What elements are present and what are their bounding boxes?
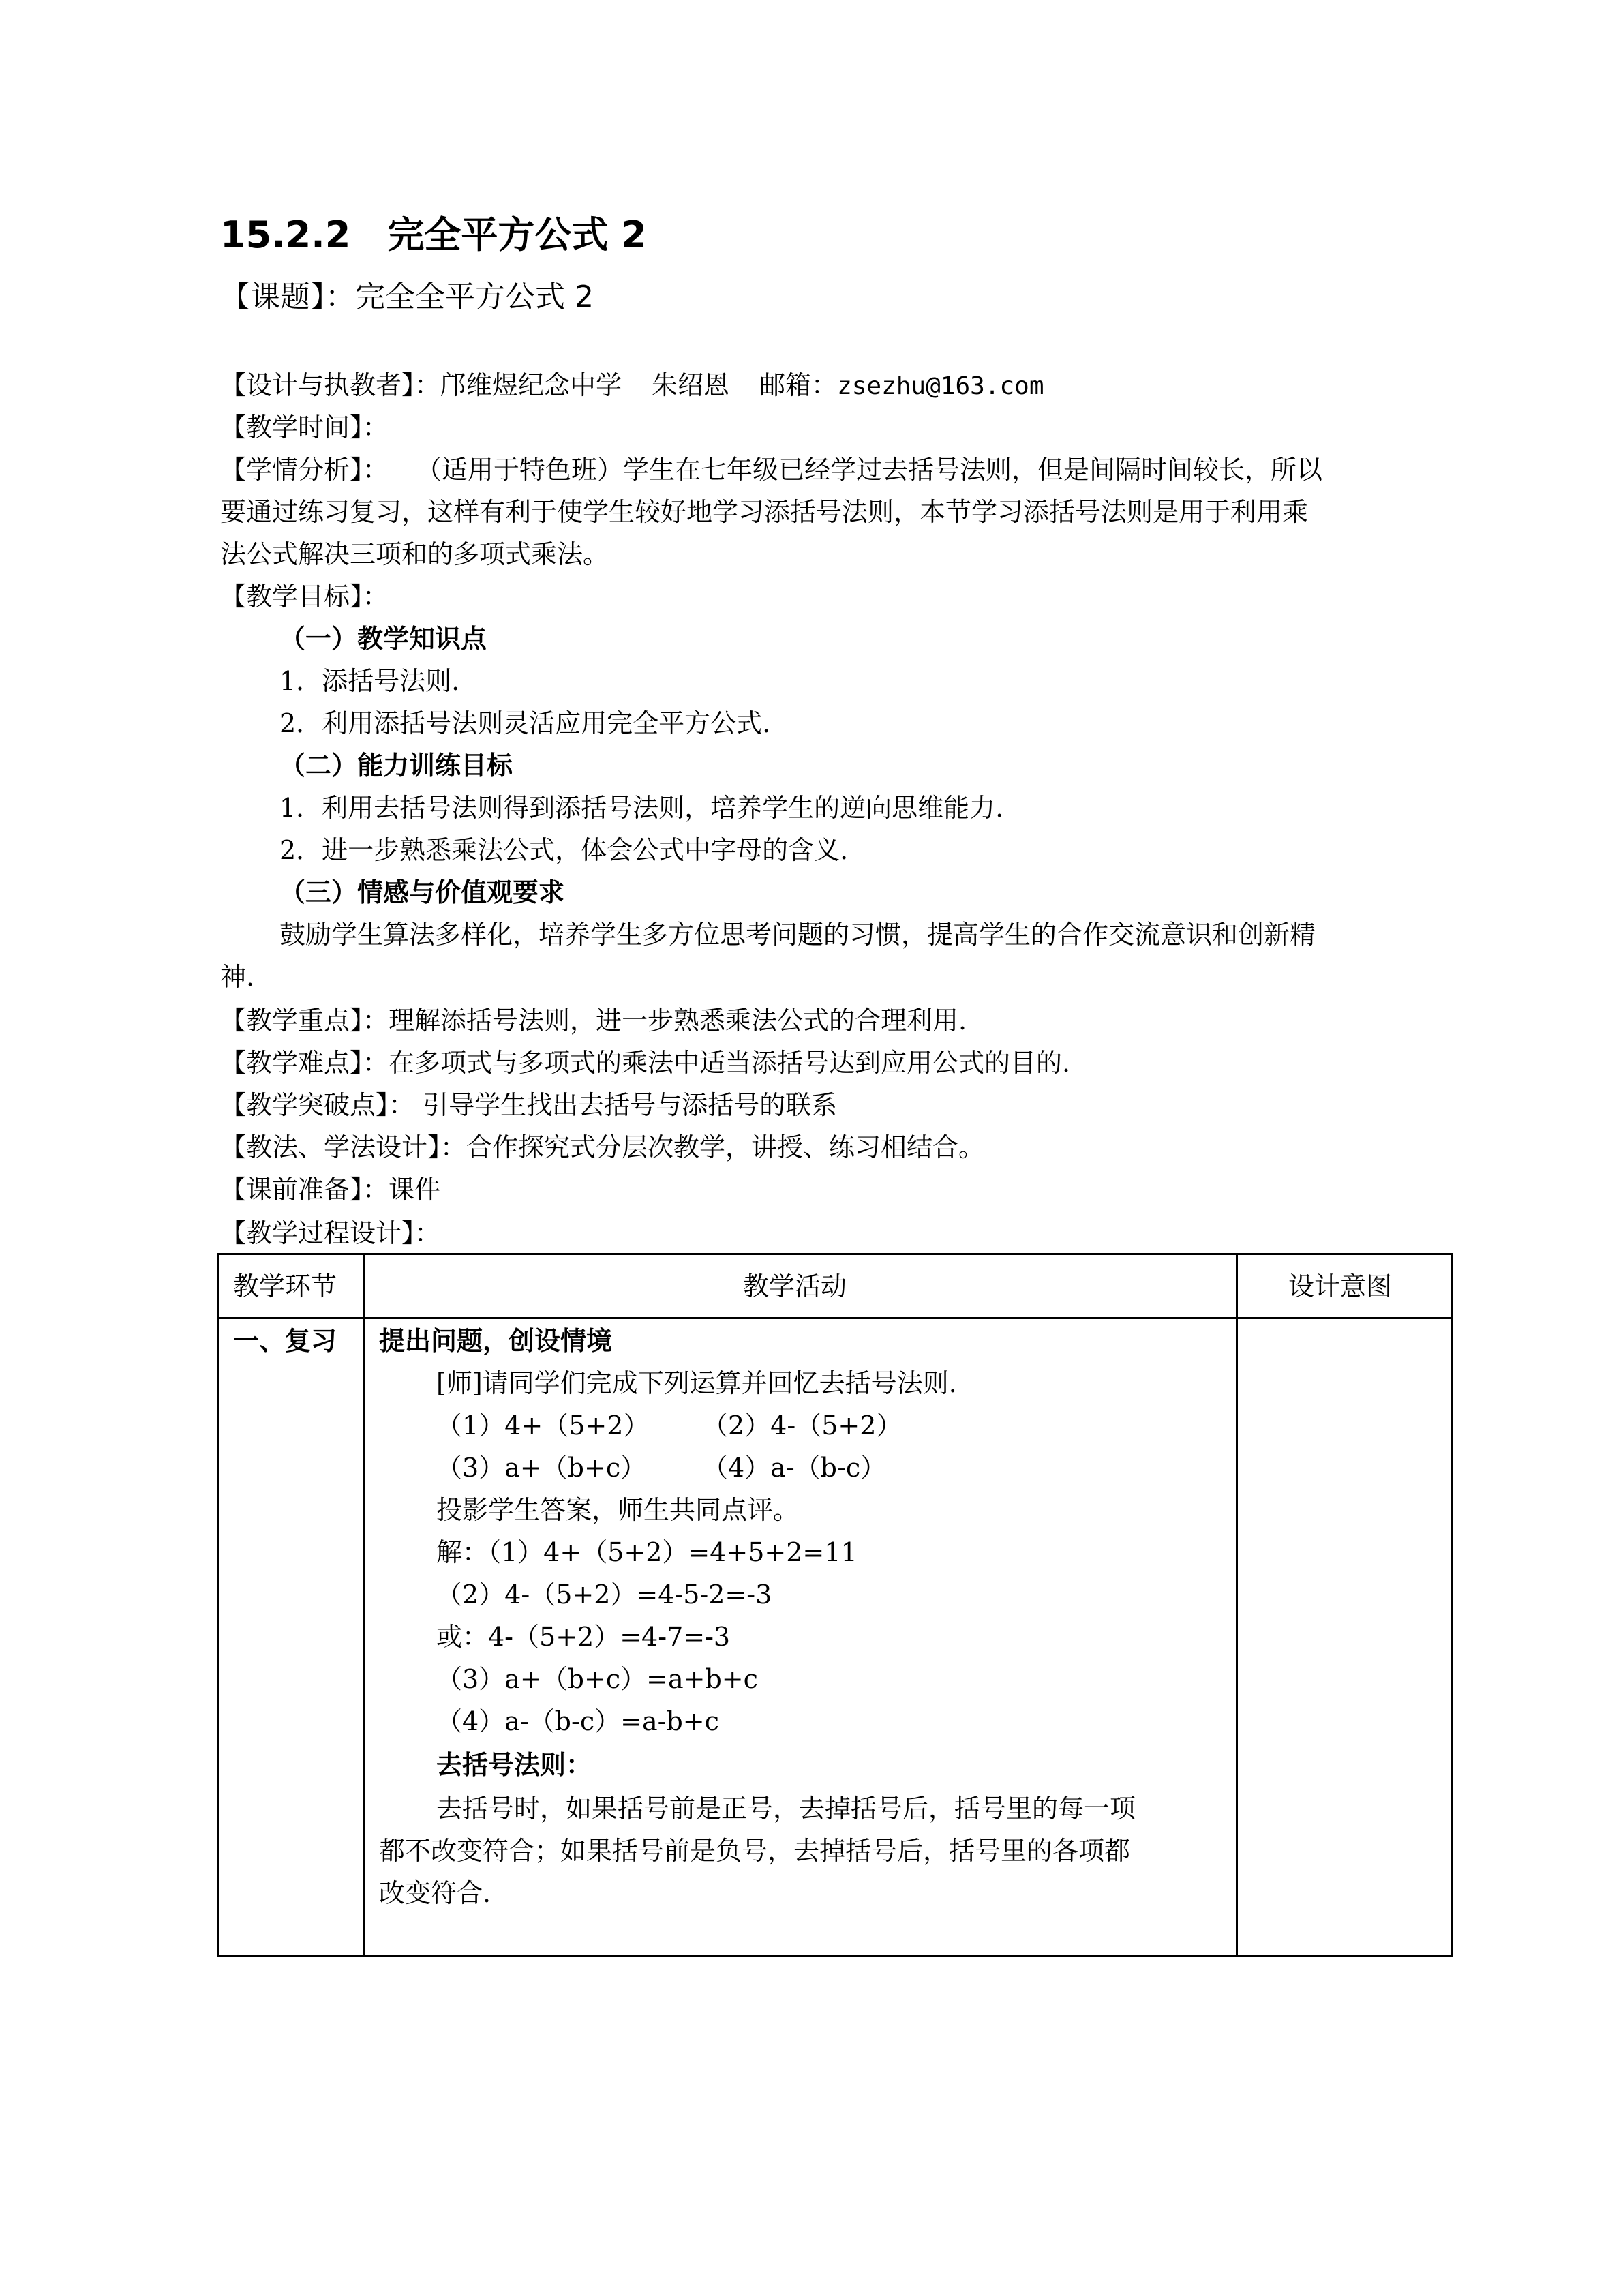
- activity-teacher-prompt: [师]请同学们完成下列运算并回忆去括号法则.: [436, 1368, 957, 1398]
- key-point: 【教学重点】：理解添括号法则，进一步熟悉乘法公式的合理利用.: [220, 1006, 967, 1036]
- breakthrough: 【教学突破点】： 引导学生找出去括号与添括号的联系: [220, 1090, 838, 1120]
- activity-question-2: （2）4-（5+2）: [702, 1410, 902, 1440]
- activity-question-3: （3）a+（b+c）: [436, 1453, 647, 1483]
- method: 【教法、学法设计】：合作探究式分层次教学，讲授、练习相结合。: [220, 1132, 985, 1162]
- activity-rule-line-3: 改变符合.: [379, 1878, 491, 1908]
- analysis-line-1: [220, 457, 1322, 483]
- difficulty: 【教学难点】：在多项式与多项式的乘法中适当添括号达到应用公式的目的.: [220, 1048, 1071, 1078]
- analysis-text-1: （适用于特色班）学生在七年级已经学过去括号法则，但是间隔时间较长，所以: [416, 455, 1323, 485]
- activity-question-4: （4）a-（b-c）: [702, 1453, 887, 1483]
- goals-section-1-item-2: 2．利用添括号法则灵活应用完全平方公式.: [279, 708, 771, 738]
- activity-rule-line-2: 都不改变符合；如果括号前是负号，去掉括号后，括号里的各项都: [379, 1836, 1131, 1866]
- table-header-activity: 教学活动: [743, 1271, 847, 1301]
- table-header-stage: 教学环节: [233, 1271, 337, 1301]
- activity-heading: 提出问题，创设情境: [379, 1326, 613, 1356]
- table-border-right: [1451, 1253, 1453, 1957]
- goals-section-2-title: （二）能力训练目标: [279, 751, 513, 781]
- table-border-bottom: [217, 1955, 1453, 1957]
- activity-solution-1: 解：（1）4+（5+2）=4+5+2=11: [436, 1537, 858, 1567]
- table-border-left: [217, 1253, 219, 1957]
- table-cell-stage-review: 一、复习: [233, 1326, 337, 1356]
- preparation: 【课前准备】：课件: [220, 1175, 441, 1205]
- activity-solution-3: （3）a+（b+c）=a+b+c: [436, 1664, 758, 1694]
- goals-section-2-item-1: 1．利用去括号法则得到添括号法则，培养学生的逆向思维能力.: [279, 793, 1004, 823]
- goals-section-3-title: （三）情感与价值观要求: [279, 877, 565, 907]
- time-label: 【教学时间】：: [220, 412, 389, 442]
- designer-line: [220, 372, 1044, 399]
- designer-label: 【设计与执教者】：: [220, 370, 441, 400]
- goals-section-1-item-1: 1．添括号法则.: [279, 666, 460, 696]
- goals-section-1-title: （一）教学知识点: [279, 624, 487, 654]
- analysis-line-3: 法公式解决三项和的多项式乘法。: [220, 539, 609, 569]
- page-title: 15.2.2 完全平方公式 2: [220, 213, 647, 256]
- activity-rule-title: 去括号法则：: [436, 1750, 592, 1780]
- activity-projection: 投影学生答案，师生共同点评。: [436, 1495, 800, 1525]
- table-column-divider-1: [363, 1253, 365, 1957]
- analysis-line-2: 要通过练习复习，这样有利于使学生较好地学习添括号法则，本节学习添括号法则是用于利用乘: [220, 497, 1309, 527]
- table-border-top: [217, 1253, 1453, 1255]
- analysis-label: 【学情分析】：: [220, 455, 389, 485]
- goals-section-3-line-1: 鼓励学生算法多样化，培养学生多方位思考问题的习惯，提高学生的合作交流意识和创新精: [279, 920, 1316, 950]
- activity-question-1: （1）4+（5+2）: [436, 1410, 650, 1440]
- activity-solution-2-alt: 或：4-（5+2）=4-7=-3: [436, 1622, 731, 1652]
- activity-rule-line-1: 去括号时，如果括号前是正号，去掉括号后，括号里的每一项: [436, 1794, 1136, 1824]
- process-label: 【教学过程设计】：: [220, 1218, 441, 1248]
- subject-line: 【课题】：完全全平方公式 2: [220, 280, 594, 314]
- designer-name: 朱绍恩: [652, 370, 730, 400]
- table-column-divider-2: [1236, 1253, 1238, 1957]
- activity-solution-4: （4）a-（b-c）=a-b+c: [436, 1706, 719, 1736]
- email-value: zsezhu@163.com: [837, 372, 1044, 400]
- goals-label: 【教学目标】：: [220, 581, 389, 611]
- designer-school: 邝维煜纪念中学: [440, 370, 622, 400]
- goals-section-3-line-2: 神.: [220, 962, 255, 992]
- email-label: 邮箱：: [759, 370, 838, 400]
- table-header-divider: [217, 1317, 1453, 1319]
- goals-section-2-item-2: 2．进一步熟悉乘法公式，体会公式中字母的含义.: [279, 835, 849, 865]
- activity-solution-2: （2）4-（5+2）=4-5-2=-3: [436, 1580, 772, 1610]
- table-header-intent: 设计意图: [1288, 1271, 1393, 1301]
